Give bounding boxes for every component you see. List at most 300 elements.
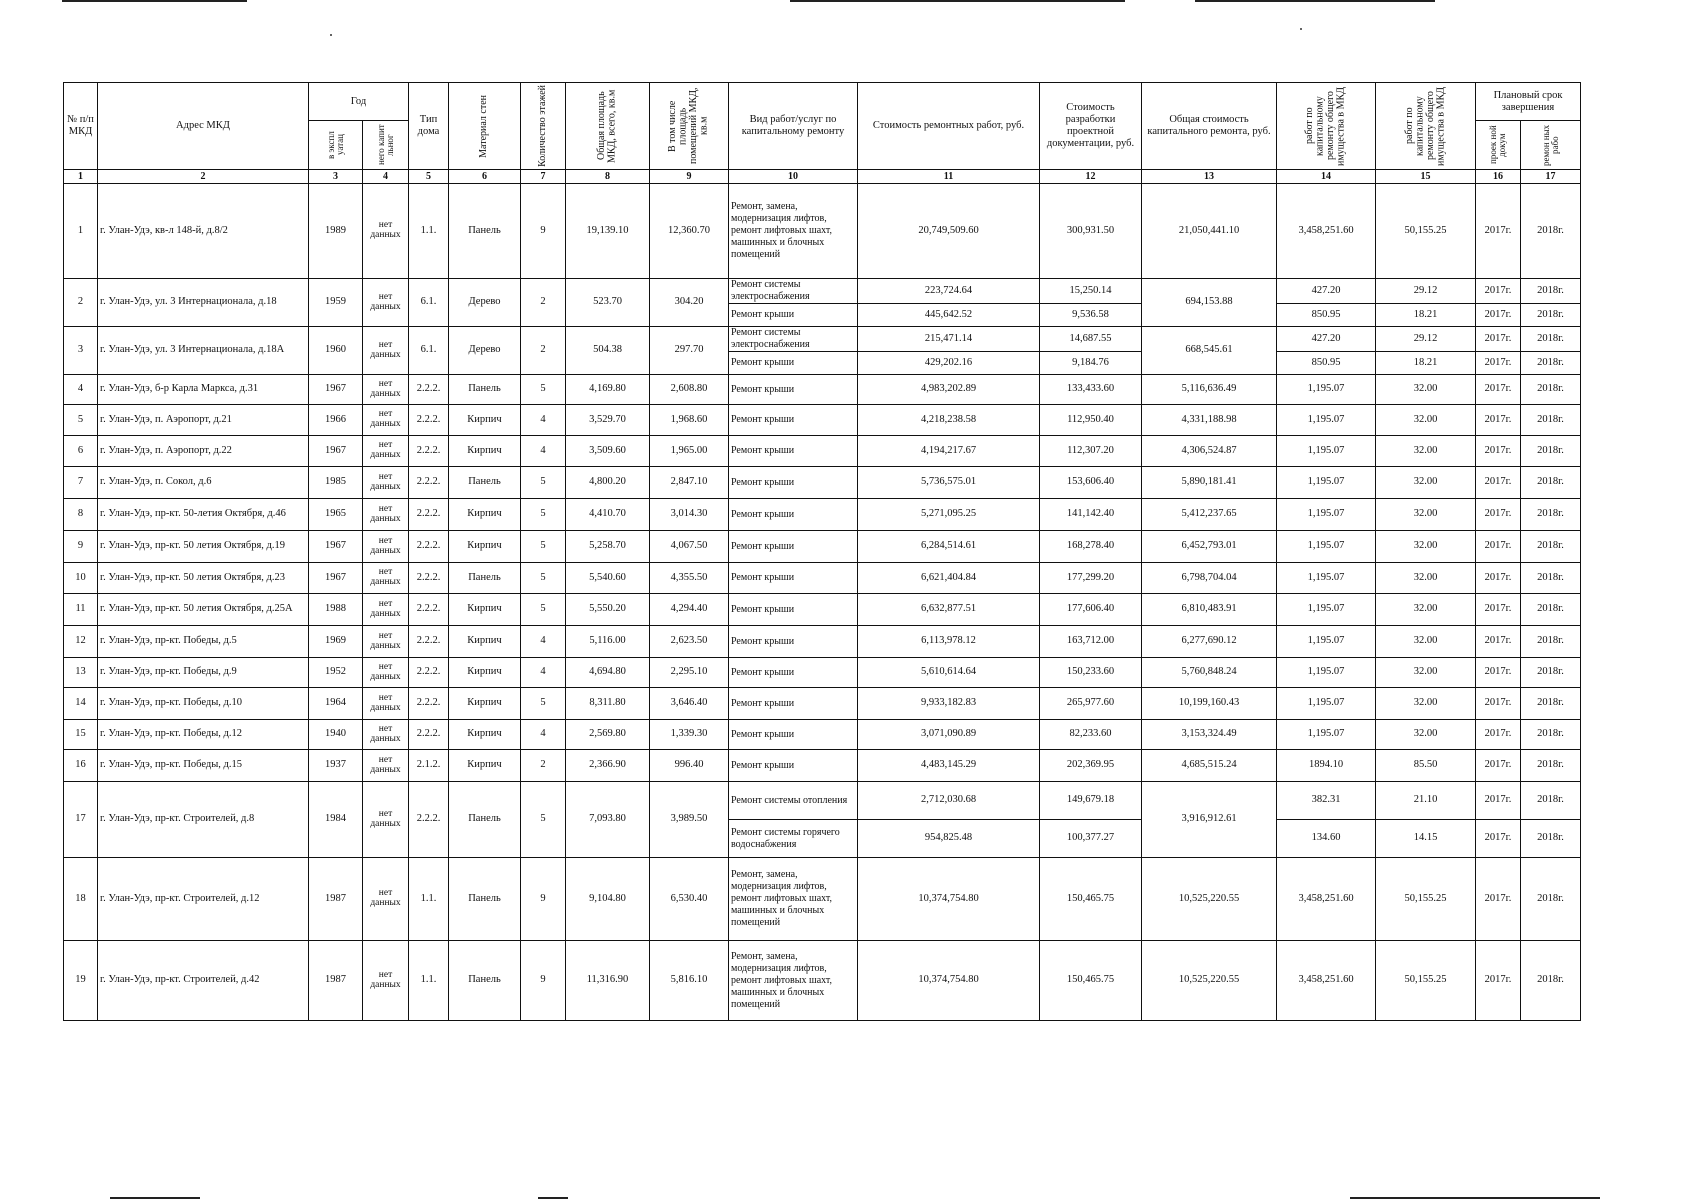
- work-cost-cell: 6,621,404.84: [858, 563, 1040, 594]
- address-cell: г. Улан-Удэ, пр-кт. Победы, д.15: [98, 750, 309, 782]
- total-cost-cell: 4,331,188.98: [1142, 405, 1277, 436]
- wall-material-cell: Кирпич: [449, 531, 521, 563]
- rooms-area-cell: 6,530.40: [650, 858, 729, 941]
- column-number: 13: [1142, 170, 1277, 184]
- total-area-cell: 4,694.80: [566, 658, 650, 688]
- col14-cell: 850.95: [1277, 352, 1376, 375]
- work-type-cell: Ремонт системы электроснабжения: [729, 279, 858, 304]
- design-deadline-cell: 2017г.: [1476, 782, 1521, 820]
- floors-cell: 4: [521, 658, 566, 688]
- col-header-type: Тип дома: [409, 83, 449, 170]
- column-number: 2: [98, 170, 309, 184]
- year-built-cell: 1987: [309, 941, 363, 1021]
- work-cost-cell: 4,983,202.89: [858, 375, 1040, 405]
- column-number: 17: [1521, 170, 1581, 184]
- work-cost-cell: 445,642.52: [858, 304, 1040, 327]
- row-number: 17: [64, 782, 98, 858]
- col-header-16: [1476, 121, 1521, 170]
- col-header-17-text: ремон ных рабо: [1540, 124, 1560, 166]
- table-row: [64, 594, 1581, 626]
- floors-cell: 9: [521, 184, 566, 279]
- col15-cell: 85.50: [1376, 750, 1476, 782]
- rooms-area-cell: 297.70: [650, 327, 729, 375]
- design-deadline-cell: 2017г.: [1476, 750, 1521, 782]
- year-built-cell: 1969: [309, 626, 363, 658]
- column-number: 5: [409, 170, 449, 184]
- col14-cell: 382.31: [1277, 782, 1376, 820]
- total-area-cell: 19,139.10: [566, 184, 650, 279]
- table-row: [64, 499, 1581, 531]
- work-type-cell: Ремонт крыши: [729, 688, 858, 720]
- design-cost-cell: 265,977.60: [1040, 688, 1142, 720]
- row-number: 19: [64, 941, 98, 1021]
- house-type-cell: 2.2.2.: [409, 375, 449, 405]
- row-number: 14: [64, 688, 98, 720]
- scan-dot: [1300, 28, 1302, 30]
- year-built-cell: 1940: [309, 720, 363, 750]
- rooms-area-cell: 2,295.10: [650, 658, 729, 688]
- design-cost-cell: 15,250.14: [1040, 279, 1142, 304]
- year-built-cell: 1985: [309, 467, 363, 499]
- address-cell: г. Улан-Удэ, пр-кт. 50-летия Октября, д.46: [98, 499, 309, 531]
- col14-cell: 1,195.07: [1277, 688, 1376, 720]
- work-cost-cell: 20,749,509.60: [858, 184, 1040, 279]
- work-type-cell: Ремонт системы отопления: [729, 782, 858, 820]
- col-header-area-total: [566, 83, 650, 170]
- capital-repair-year-cell: нет данных: [363, 720, 409, 750]
- work-type-cell: Ремонт крыши: [729, 626, 858, 658]
- house-type-cell: 2.2.2.: [409, 499, 449, 531]
- table-row: [64, 531, 1581, 563]
- rooms-area-cell: 3,646.40: [650, 688, 729, 720]
- col-header-area-rooms-text: В том числе площадь помещений МКД, кв.м: [667, 87, 710, 165]
- capital-repair-year-cell: нет данных: [363, 327, 409, 375]
- rooms-area-cell: 1,965.00: [650, 436, 729, 467]
- total-area-cell: 4,169.80: [566, 375, 650, 405]
- rooms-area-cell: 2,608.80: [650, 375, 729, 405]
- work-type-cell: Ремонт крыши: [729, 304, 858, 327]
- wall-material-cell: Панель: [449, 782, 521, 858]
- col14-cell: 1,195.07: [1277, 499, 1376, 531]
- year-built-cell: 1959: [309, 279, 363, 327]
- total-cost-cell: 5,412,237.65: [1142, 499, 1277, 531]
- address-cell: г. Улан-Удэ, пр-кт. Строителей, д.8: [98, 782, 309, 858]
- design-cost-cell: 300,931.50: [1040, 184, 1142, 279]
- col-header-14: [1277, 83, 1376, 170]
- rooms-area-cell: 4,355.50: [650, 563, 729, 594]
- col14-cell: 1,195.07: [1277, 375, 1376, 405]
- floors-cell: 5: [521, 594, 566, 626]
- floors-cell: 5: [521, 688, 566, 720]
- table-row: [64, 405, 1581, 436]
- house-type-cell: 2.2.2.: [409, 467, 449, 499]
- table-row: [64, 327, 1581, 352]
- address-cell: г. Улан-Удэ, п. Сокол, д.6: [98, 467, 309, 499]
- work-type-cell: Ремонт крыши: [729, 352, 858, 375]
- work-type-cell: Ремонт крыши: [729, 594, 858, 626]
- house-type-cell: 2.2.2.: [409, 658, 449, 688]
- works-deadline-cell: 2018г.: [1521, 594, 1581, 626]
- total-cost-cell: 5,760,848.24: [1142, 658, 1277, 688]
- col-header-cost-total: Общая стоимость капитального ремонта, руб.: [1142, 83, 1277, 170]
- work-type-cell: Ремонт крыши: [729, 750, 858, 782]
- house-type-cell: 2.2.2.: [409, 563, 449, 594]
- address-cell: г. Улан-Удэ, пр-кт. Победы, д.12: [98, 720, 309, 750]
- year-built-cell: 1989: [309, 184, 363, 279]
- works-deadline-cell: 2018г.: [1521, 531, 1581, 563]
- col-header-material-text: Материал стен: [478, 94, 490, 158]
- total-cost-cell: 21,050,441.10: [1142, 184, 1277, 279]
- col14-cell: 1894.10: [1277, 750, 1376, 782]
- year-built-cell: 1967: [309, 375, 363, 405]
- total-area-cell: 2,366.90: [566, 750, 650, 782]
- capital-repair-year-cell: нет данных: [363, 563, 409, 594]
- col15-cell: 32.00: [1376, 467, 1476, 499]
- row-number: 10: [64, 563, 98, 594]
- capital-repair-year-cell: нет данных: [363, 467, 409, 499]
- works-deadline-cell: 2018г.: [1521, 563, 1581, 594]
- col15-cell: 29.12: [1376, 327, 1476, 352]
- address-cell: г. Улан-Удэ, пр-кт. Строителей, д.12: [98, 858, 309, 941]
- total-area-cell: 2,569.80: [566, 720, 650, 750]
- row-number: 4: [64, 375, 98, 405]
- work-cost-cell: 9,933,182.83: [858, 688, 1040, 720]
- col14-cell: 1,195.07: [1277, 594, 1376, 626]
- capital-repair-year-cell: нет данных: [363, 750, 409, 782]
- year-built-cell: 1967: [309, 436, 363, 467]
- house-type-cell: 2.2.2.: [409, 720, 449, 750]
- col14-cell: 427.20: [1277, 327, 1376, 352]
- column-number: 6: [449, 170, 521, 184]
- row-number: 6: [64, 436, 98, 467]
- rooms-area-cell: 4,067.50: [650, 531, 729, 563]
- floors-cell: 5: [521, 563, 566, 594]
- rooms-area-cell: 5,816.10: [650, 941, 729, 1021]
- rooms-area-cell: 3,989.50: [650, 782, 729, 858]
- works-deadline-cell: 2018г.: [1521, 941, 1581, 1021]
- work-cost-cell: 5,736,575.01: [858, 467, 1040, 499]
- column-number: 10: [729, 170, 858, 184]
- row-number: 8: [64, 499, 98, 531]
- house-type-cell: 2.1.2.: [409, 750, 449, 782]
- floors-cell: 4: [521, 720, 566, 750]
- rooms-area-cell: 1,339.30: [650, 720, 729, 750]
- work-type-cell: Ремонт крыши: [729, 405, 858, 436]
- work-cost-cell: 215,471.14: [858, 327, 1040, 352]
- design-deadline-cell: 2017г.: [1476, 658, 1521, 688]
- work-cost-cell: 10,374,754.80: [858, 941, 1040, 1021]
- table-row: [64, 436, 1581, 467]
- col15-cell: 32.00: [1376, 499, 1476, 531]
- design-deadline-cell: 2017г.: [1476, 352, 1521, 375]
- table-row: [64, 750, 1581, 782]
- row-number: 1: [64, 184, 98, 279]
- work-type-cell: Ремонт крыши: [729, 375, 858, 405]
- design-deadline-cell: 2017г.: [1476, 941, 1521, 1021]
- total-cost-cell: 4,306,524.87: [1142, 436, 1277, 467]
- work-cost-cell: 954,825.48: [858, 820, 1040, 858]
- col14-cell: 3,458,251.60: [1277, 858, 1376, 941]
- wall-material-cell: Кирпич: [449, 626, 521, 658]
- design-deadline-cell: 2017г.: [1476, 467, 1521, 499]
- row-number: 11: [64, 594, 98, 626]
- total-cost-cell: 3,153,324.49: [1142, 720, 1277, 750]
- column-number: 8: [566, 170, 650, 184]
- design-cost-cell: 14,687.55: [1040, 327, 1142, 352]
- design-cost-cell: 202,369.95: [1040, 750, 1142, 782]
- design-deadline-cell: 2017г.: [1476, 820, 1521, 858]
- work-type-cell: Ремонт, замена, модернизация лифтов, ремонт лифтовых шахт, машинных и блочных помещений: [729, 184, 858, 279]
- design-deadline-cell: 2017г.: [1476, 375, 1521, 405]
- year-built-cell: 1987: [309, 858, 363, 941]
- address-cell: г. Улан-Удэ, пр-кт. Победы, д.10: [98, 688, 309, 720]
- house-type-cell: 2.2.2.: [409, 782, 449, 858]
- year-built-cell: 1984: [309, 782, 363, 858]
- wall-material-cell: Кирпич: [449, 658, 521, 688]
- year-built-cell: 1988: [309, 594, 363, 626]
- table-row: [64, 375, 1581, 405]
- col14-cell: 850.95: [1277, 304, 1376, 327]
- address-cell: г. Улан-Удэ, п. Аэропорт, д.22: [98, 436, 309, 467]
- design-cost-cell: 150,465.75: [1040, 941, 1142, 1021]
- works-deadline-cell: 2018г.: [1521, 720, 1581, 750]
- capital-repair-year-cell: нет данных: [363, 531, 409, 563]
- capital-repair-year-cell: нет данных: [363, 688, 409, 720]
- design-cost-cell: 177,606.40: [1040, 594, 1142, 626]
- work-type-cell: Ремонт, замена, модернизация лифтов, ремонт лифтовых шахт, машинных и блочных помещений: [729, 858, 858, 941]
- design-cost-cell: 150,233.60: [1040, 658, 1142, 688]
- total-area-cell: 7,093.80: [566, 782, 650, 858]
- row-number: 15: [64, 720, 98, 750]
- col-header-area-rooms: [650, 83, 729, 170]
- col15-cell: 14.15: [1376, 820, 1476, 858]
- house-type-cell: 1.1.: [409, 858, 449, 941]
- house-type-cell: 2.2.2.: [409, 405, 449, 436]
- work-cost-cell: 4,218,238.58: [858, 405, 1040, 436]
- works-deadline-cell: 2018г.: [1521, 327, 1581, 352]
- table-body: [64, 184, 1581, 1021]
- design-deadline-cell: 2017г.: [1476, 688, 1521, 720]
- house-type-cell: 2.2.2.: [409, 626, 449, 658]
- row-number: 2: [64, 279, 98, 327]
- design-cost-cell: 177,299.20: [1040, 563, 1142, 594]
- address-cell: г. Улан-Удэ, пр-кт. 50 летия Октября, д.25А: [98, 594, 309, 626]
- design-deadline-cell: 2017г.: [1476, 563, 1521, 594]
- row-number: 18: [64, 858, 98, 941]
- col15-cell: 21.10: [1376, 782, 1476, 820]
- design-deadline-cell: 2017г.: [1476, 499, 1521, 531]
- floors-cell: 2: [521, 327, 566, 375]
- year-built-cell: 1967: [309, 531, 363, 563]
- col15-cell: 32.00: [1376, 658, 1476, 688]
- col-header-14-text: работ по капитальному ремонту общего имущества в МКД: [1304, 86, 1347, 166]
- design-cost-cell: 153,606.40: [1040, 467, 1142, 499]
- address-cell: г. Улан-Удэ, пр-кт. 50 летия Октября, д.19: [98, 531, 309, 563]
- row-number: 9: [64, 531, 98, 563]
- col-header-year: Год: [309, 83, 409, 121]
- col-header-deadline: Плановый срок завершения: [1476, 83, 1581, 121]
- col-header-year-sub1: [309, 121, 363, 170]
- floors-cell: 2: [521, 279, 566, 327]
- col14-cell: 1,195.07: [1277, 467, 1376, 499]
- house-type-cell: 6.1.: [409, 279, 449, 327]
- column-number: 9: [650, 170, 729, 184]
- rooms-area-cell: 4,294.40: [650, 594, 729, 626]
- design-deadline-cell: 2017г.: [1476, 594, 1521, 626]
- column-number: 7: [521, 170, 566, 184]
- capital-repair-year-cell: нет данных: [363, 626, 409, 658]
- col14-cell: 1,195.07: [1277, 626, 1376, 658]
- capital-repair-year-cell: нет данных: [363, 594, 409, 626]
- wall-material-cell: Панель: [449, 858, 521, 941]
- total-cost-cell: 5,890,181.41: [1142, 467, 1277, 499]
- scan-dot: [330, 34, 332, 36]
- total-area-cell: 3,529.70: [566, 405, 650, 436]
- rooms-area-cell: 3,014.30: [650, 499, 729, 531]
- works-deadline-cell: 2018г.: [1521, 279, 1581, 304]
- works-deadline-cell: 2018г.: [1521, 375, 1581, 405]
- col15-cell: 32.00: [1376, 720, 1476, 750]
- design-deadline-cell: 2017г.: [1476, 304, 1521, 327]
- scan-edge-top-right: [1195, 0, 1435, 2]
- house-type-cell: 2.2.2.: [409, 594, 449, 626]
- total-cost-cell: 4,685,515.24: [1142, 750, 1277, 782]
- table-row: [64, 941, 1581, 1021]
- floors-cell: 5: [521, 375, 566, 405]
- work-type-cell: Ремонт крыши: [729, 720, 858, 750]
- col15-cell: 32.00: [1376, 531, 1476, 563]
- address-cell: г. Улан-Удэ, пр-кт. Победы, д.9: [98, 658, 309, 688]
- table-row: [64, 658, 1581, 688]
- design-cost-cell: 82,233.60: [1040, 720, 1142, 750]
- table-row: [64, 720, 1581, 750]
- total-area-cell: 11,316.90: [566, 941, 650, 1021]
- column-number: 12: [1040, 170, 1142, 184]
- total-cost-cell: 10,525,220.55: [1142, 858, 1277, 941]
- wall-material-cell: Панель: [449, 941, 521, 1021]
- design-cost-cell: 163,712.00: [1040, 626, 1142, 658]
- work-type-cell: Ремонт крыши: [729, 658, 858, 688]
- col15-cell: 32.00: [1376, 405, 1476, 436]
- design-deadline-cell: 2017г.: [1476, 720, 1521, 750]
- total-cost-cell: 6,798,704.04: [1142, 563, 1277, 594]
- row-number: 7: [64, 467, 98, 499]
- total-cost-cell: 10,199,160.43: [1142, 688, 1277, 720]
- scan-edge-top-left: [62, 0, 247, 2]
- design-cost-cell: 168,278.40: [1040, 531, 1142, 563]
- work-cost-cell: 6,632,877.51: [858, 594, 1040, 626]
- design-cost-cell: 133,433.60: [1040, 375, 1142, 405]
- wall-material-cell: Панель: [449, 375, 521, 405]
- table-row: [64, 563, 1581, 594]
- design-cost-cell: 149,679.18: [1040, 782, 1142, 820]
- house-type-cell: 2.2.2.: [409, 688, 449, 720]
- col-header-16-text: проек ной докум: [1488, 125, 1507, 165]
- col14-cell: 1,195.07: [1277, 720, 1376, 750]
- year-built-cell: 1966: [309, 405, 363, 436]
- work-type-cell: Ремонт крыши: [729, 467, 858, 499]
- address-cell: г. Улан-Удэ, кв-л 148-й, д.8/2: [98, 184, 309, 279]
- total-area-cell: 5,540.60: [566, 563, 650, 594]
- floors-cell: 9: [521, 858, 566, 941]
- works-deadline-cell: 2018г.: [1521, 658, 1581, 688]
- floors-cell: 5: [521, 782, 566, 858]
- scan-edge-top-mid: [790, 0, 1125, 2]
- work-cost-cell: 3,071,090.89: [858, 720, 1040, 750]
- rooms-area-cell: 12,360.70: [650, 184, 729, 279]
- col14-cell: 1,195.07: [1277, 531, 1376, 563]
- wall-material-cell: Кирпич: [449, 750, 521, 782]
- floors-cell: 5: [521, 531, 566, 563]
- rooms-area-cell: 2,623.50: [650, 626, 729, 658]
- table-row: [64, 279, 1581, 304]
- col15-cell: 32.00: [1376, 563, 1476, 594]
- col14-cell: 427.20: [1277, 279, 1376, 304]
- capital-repair-year-cell: нет данных: [363, 858, 409, 941]
- work-cost-cell: 4,194,217.67: [858, 436, 1040, 467]
- column-number-row: [64, 170, 1581, 184]
- design-deadline-cell: 2017г.: [1476, 626, 1521, 658]
- work-cost-cell: 223,724.64: [858, 279, 1040, 304]
- row-number: 3: [64, 327, 98, 375]
- wall-material-cell: Панель: [449, 184, 521, 279]
- capital-repair-year-cell: нет данных: [363, 941, 409, 1021]
- table-row: [64, 467, 1581, 499]
- col-header-work: Вид работ/услуг по капитальному ремонту: [729, 83, 858, 170]
- wall-material-cell: Панель: [449, 563, 521, 594]
- work-type-cell: Ремонт системы электроснабжения: [729, 327, 858, 352]
- total-cost-cell: 6,452,793.01: [1142, 531, 1277, 563]
- col-header-material: [449, 83, 521, 170]
- col-header-num: № п/п МКД: [64, 83, 98, 170]
- col15-cell: 18.21: [1376, 304, 1476, 327]
- wall-material-cell: Кирпич: [449, 405, 521, 436]
- total-area-cell: 4,800.20: [566, 467, 650, 499]
- col15-cell: 32.00: [1376, 626, 1476, 658]
- house-type-cell: 1.1.: [409, 941, 449, 1021]
- wall-material-cell: Кирпич: [449, 499, 521, 531]
- rooms-area-cell: 996.40: [650, 750, 729, 782]
- floors-cell: 5: [521, 467, 566, 499]
- work-cost-cell: 5,271,095.25: [858, 499, 1040, 531]
- year-built-cell: 1960: [309, 327, 363, 375]
- address-cell: г. Улан-Удэ, пр-кт. Строителей, д.42: [98, 941, 309, 1021]
- col15-cell: 50,155.25: [1376, 941, 1476, 1021]
- col-header-15: [1376, 83, 1476, 170]
- work-cost-cell: 10,374,754.80: [858, 858, 1040, 941]
- works-deadline-cell: 2018г.: [1521, 352, 1581, 375]
- total-area-cell: 5,550.20: [566, 594, 650, 626]
- work-cost-cell: 2,712,030.68: [858, 782, 1040, 820]
- wall-material-cell: Панель: [449, 467, 521, 499]
- capital-repair-year-cell: нет данных: [363, 499, 409, 531]
- total-cost-cell: 10,525,220.55: [1142, 941, 1277, 1021]
- col15-cell: 18.21: [1376, 352, 1476, 375]
- design-cost-cell: 9,184.76: [1040, 352, 1142, 375]
- works-deadline-cell: 2018г.: [1521, 820, 1581, 858]
- house-type-cell: 2.2.2.: [409, 531, 449, 563]
- design-deadline-cell: 2017г.: [1476, 405, 1521, 436]
- work-type-cell: Ремонт крыши: [729, 531, 858, 563]
- design-deadline-cell: 2017г.: [1476, 531, 1521, 563]
- col15-cell: 32.00: [1376, 688, 1476, 720]
- works-deadline-cell: 2018г.: [1521, 405, 1581, 436]
- design-deadline-cell: 2017г.: [1476, 436, 1521, 467]
- year-built-cell: 1967: [309, 563, 363, 594]
- address-cell: г. Улан-Удэ, б-р Карла Маркса, д.31: [98, 375, 309, 405]
- design-cost-cell: 150,465.75: [1040, 858, 1142, 941]
- design-cost-cell: 141,142.40: [1040, 499, 1142, 531]
